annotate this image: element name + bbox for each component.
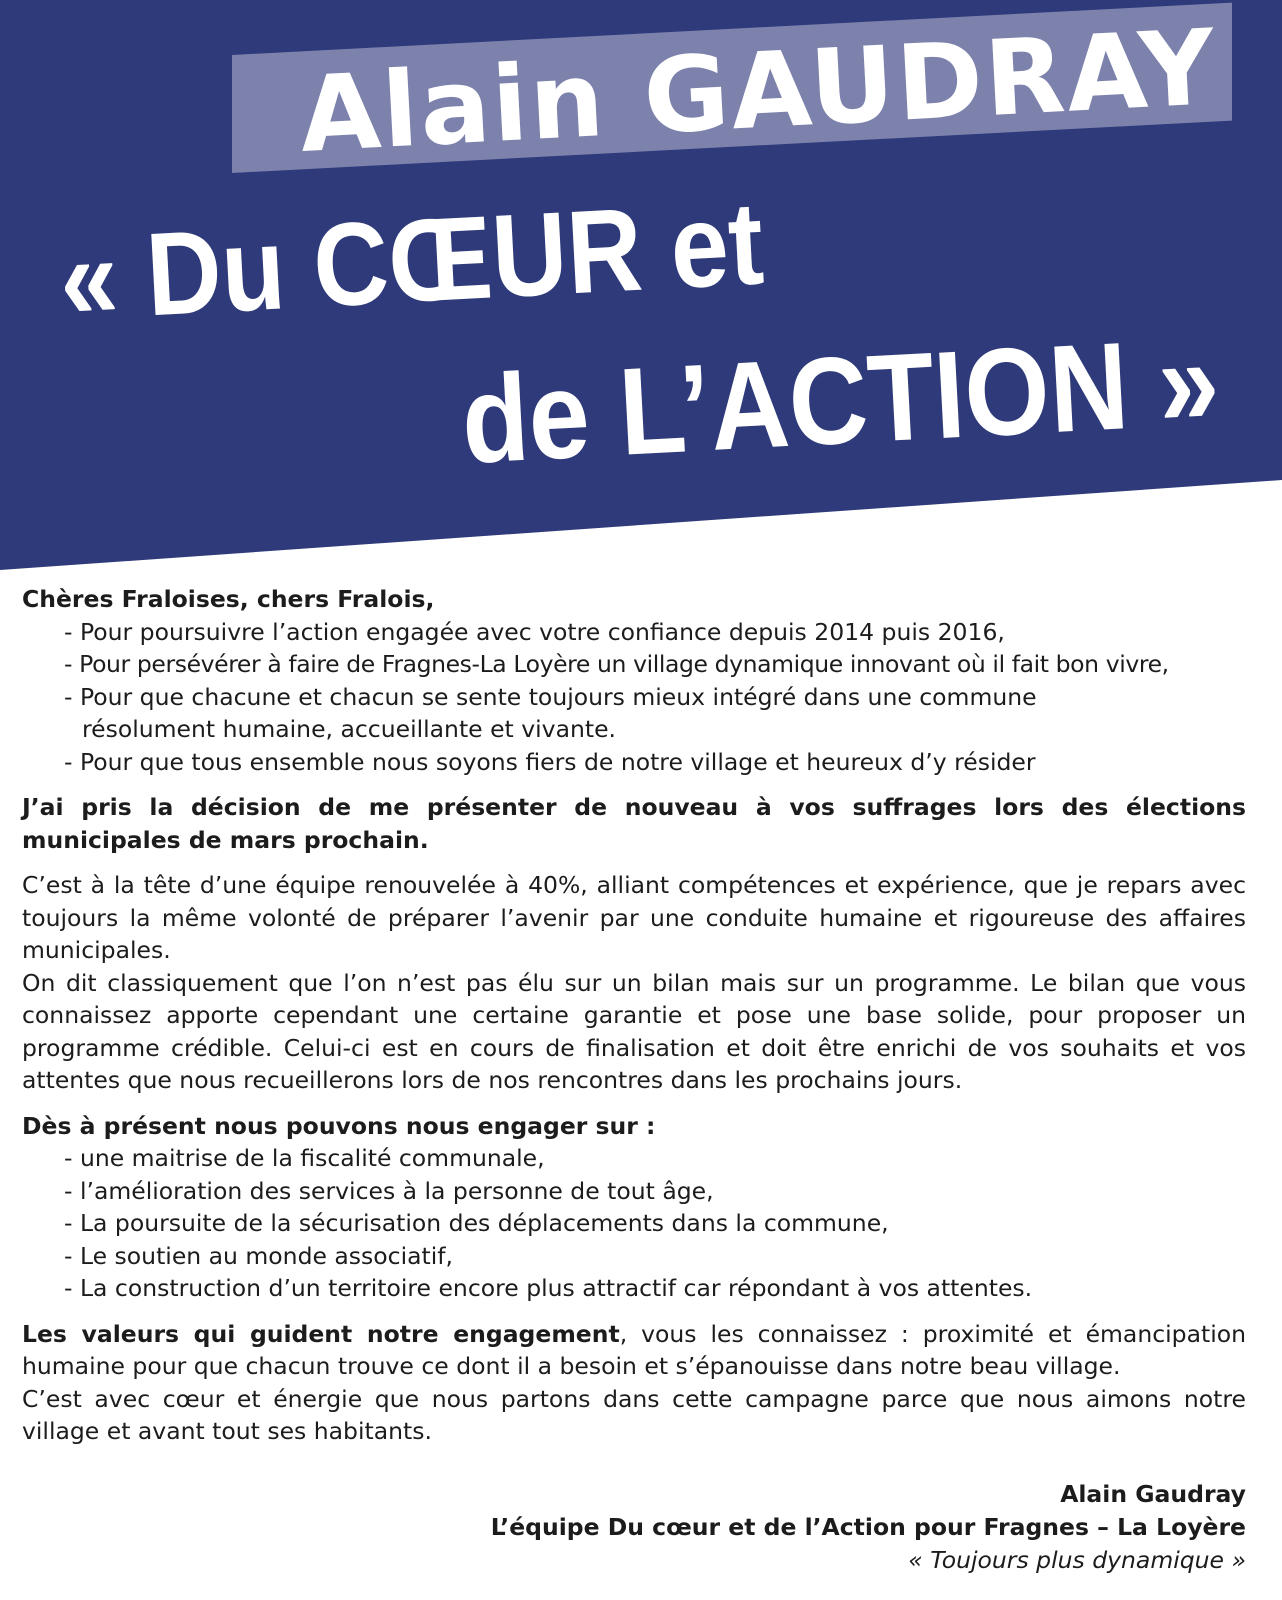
signature-block <box>491 1478 1246 1577</box>
intro-bullet: - Pour que chacune et chacun se sente toujours mieux intégré dans une commune <box>64 682 1037 711</box>
commitments-heading: Dès à présent nous pouvons nous engager sur : <box>22 1111 656 1140</box>
intro-bullet-continuation: résolument humaine, accueillante et vivante. <box>82 715 617 743</box>
greeting: Chères Fraloises, chers Fralois, <box>22 585 435 613</box>
slogan-line-1: « Du CŒUR et <box>56 177 767 346</box>
candidate-name: Alain GAUDRAY <box>296 6 1220 176</box>
closing-paragraph: C’est avec cœur et énergie que nous partons dans cette campagne parce que nous aimons notre village et avant tout ses habitants. <box>22 1384 1246 1445</box>
intro-bullet: - Pour persévérer à faire de Fragnes-La Loyère un village dynamique innovant où il fait bon vivre, <box>64 650 1169 678</box>
signature-name: Alain Gaudray <box>1060 1480 1246 1508</box>
paragraph-programme: On dit classiquement que l’on n’est pas élu sur un bilan mais sur un programme. Le bilan que vous connaissez apporte cependant une certaine garantie et pose une base solide, pour proposer un programme crédible. Celui-ci est en cours de finalisation et doit être enrichi de vos souhaits et vos attentes que nous recueillerons lors de nos rencontres dans les prochains jours. <box>22 968 1246 1094</box>
values-paragraph <box>22 1318 1246 1383</box>
intro-bullet: - Pour poursuivre l’action engagée avec votre confiance depuis 2014 puis 2016, <box>64 617 1005 646</box>
commitment-item: - La construction d’un territoire encore plus attractif car répondant à vos attentes. <box>64 1274 1033 1302</box>
commitment-item: - l’amélioration des services à la personne de tout âge, <box>64 1176 714 1205</box>
signature-team: L’équipe Du cœur et de l’Action pour Fragnes – La Loyère <box>490 1513 1246 1541</box>
values-rest: , vous les connaissez : proximité et émancipation humaine pour que chacun trouve ce dont il a besoin et s’épanouisse dans notre beau village. <box>22 1319 1246 1380</box>
values-lead: Les valeurs qui guident notre engagement <box>22 1319 620 1348</box>
paragraph-team: C’est à la tête d’une équipe renouvelée à 40%, alliant compétences et expérience, que je repars avec toujours la même volonté de préparer l’avenir par une conduite humaine et rigoureuse des affaires municipales. <box>22 871 1246 964</box>
slogan-line-2: de L’ACTION » <box>458 312 1223 490</box>
intro-bullet: - Pour que tous ensemble nous soyons fiers de notre village et heureux d’y résider <box>64 747 1036 776</box>
signature-tagline: « Toujours plus dynamique » <box>908 1546 1246 1574</box>
commitment-item: - La poursuite de la sécurisation des déplacements dans la commune, <box>64 1209 889 1237</box>
commitment-item: - Le soutien au monde associatif, <box>64 1241 454 1270</box>
letter-body <box>22 583 1246 1448</box>
decision-statement: J’ai pris la décision de me présenter de nouveau à vos suffrages lors des élections municipales de mars prochain. <box>22 793 1246 854</box>
commitment-item: - une maitrise de la fiscalité communale, <box>64 1144 545 1172</box>
